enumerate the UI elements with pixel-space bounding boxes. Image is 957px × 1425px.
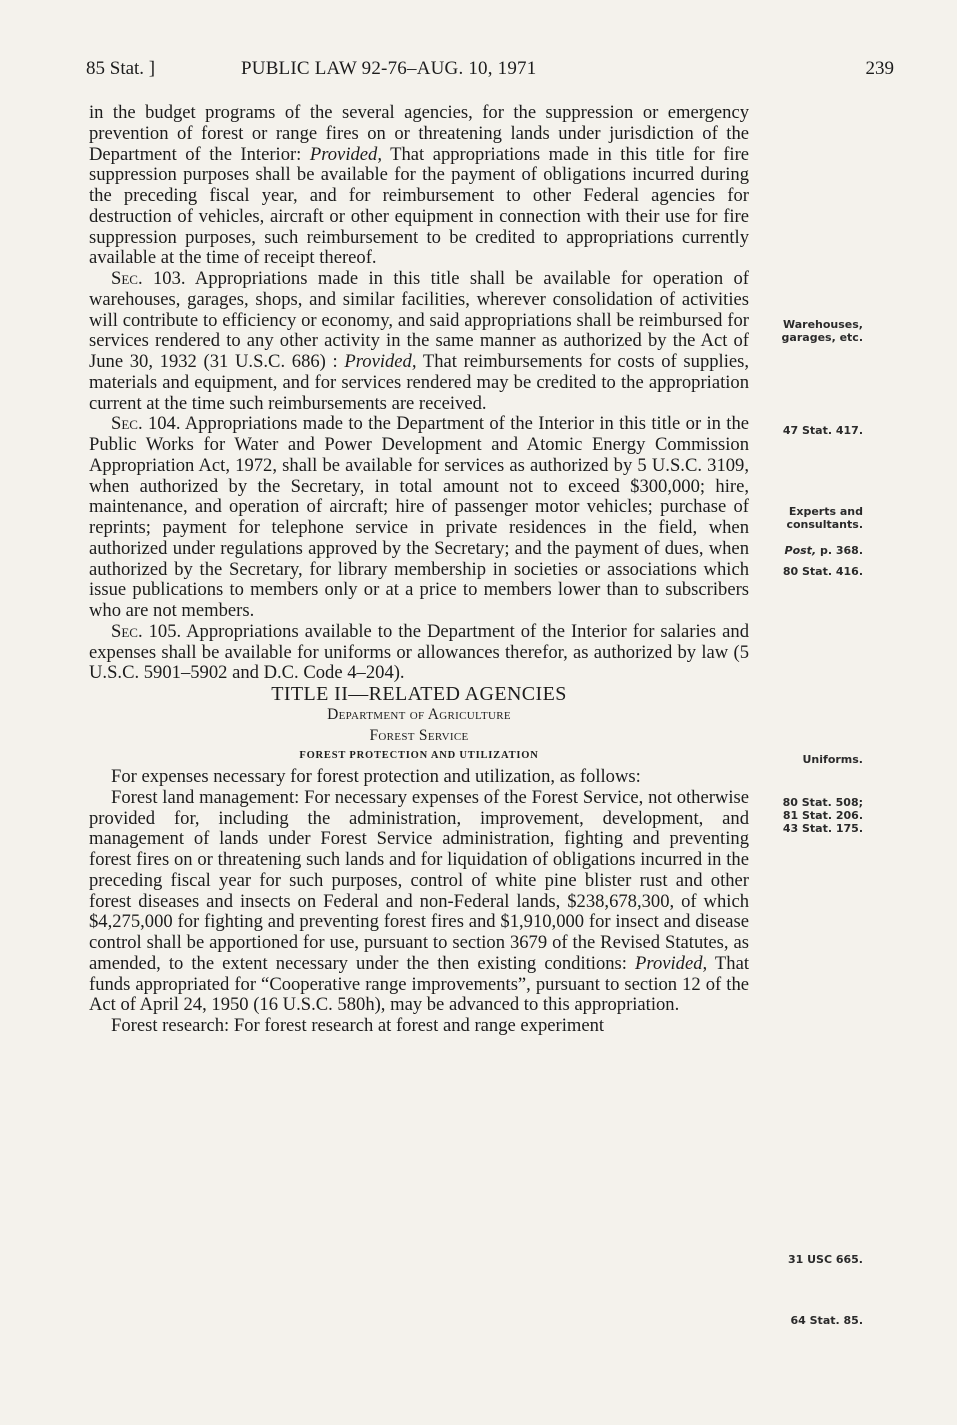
running-header — [86, 58, 894, 84]
note-warehouses-line1: Warehouses, — [782, 318, 863, 331]
sec-104-label: Sec. 104. — [111, 413, 181, 435]
note-experts-line1: Experts and — [788, 505, 863, 518]
note-post-page: p. 368. — [819, 544, 863, 557]
header-title: PUBLIC LAW 92-76–AUG. 10, 1971 — [241, 58, 537, 79]
note-stat-refs — [783, 796, 863, 835]
sec-103-provided: Provided, — [344, 351, 417, 372]
main-text — [89, 103, 749, 1037]
department-heading: Department of Agriculture — [327, 705, 511, 723]
p1-provided: Provided, — [309, 143, 382, 165]
note-post-368 — [785, 544, 863, 557]
note-43-stat-175: 43 Stat. 175. — [782, 822, 863, 835]
section-105 — [89, 622, 749, 684]
flm-provided: Provided, — [635, 952, 708, 974]
flm-text-b: That funds appropriated for “Cooperative range improvements”, pursuant to section 12 of the Act of April 24, 1950 (16 U.S.C. 580h), may be advanced to this appropriation. — [89, 952, 749, 1016]
paragraph-continued — [89, 103, 749, 269]
forest-research: Forest research: For forest research at forest and range experiment — [111, 1015, 605, 1036]
p1-rest: That appropriations made in this title for fire suppression purposes shall be available for the payment of obligations incurred during the preceding fiscal year, and for reimbursement to other Federal agencies for destruction of vehicles, aircraft or other equipment in connection with their use for fire suppression purposes, such reimbursement to be credited to appropriations currently available at the time of receipt thereof. — [89, 143, 750, 269]
expenses-intro: For expenses necessary for forest protection and utilization, as follows: — [111, 766, 641, 787]
note-80-stat-416: 80 Stat. 416. — [782, 565, 863, 578]
header-stat-ref: 85 Stat. ] — [86, 58, 156, 79]
sec-104-text: Appropriations made to the Department of the Interior in this title or in the Public Works for Water and Power Development and Atomic Energy Commission Appropriation Act, 1972, shall be available for services as authorized by 5 U.S.C. 3109, when authorized by the Secretary, in total amount not to exceed $300,000; hire, maintenance, and operation of aircraft; hire of passenger motor vehicles; purchase of reprints; payment for telephone service in private residences in the field, when authorized under regulations approved by the Secretary; and the payment of dues, when authorized by the Secretary, for library membership in societies or associations which issue publications to members only or at a price to members lower than to subscribers who are not members. — [89, 413, 750, 621]
sec-105-label: Sec. 105. — [111, 620, 182, 642]
note-31-usc-665: 31 USC 665. — [787, 1253, 863, 1266]
title-ii-heading: TITLE II—RELATED AGENCIES — [271, 683, 567, 705]
note-warehouses-line2: garages, etc. — [781, 331, 863, 344]
flm-text-a: Forest land management: For necessary expenses of the Forest Service, not otherwise provided for, including the administration, improvement, development, and management of lands under Forest Service administration, fighting and preventing forest fires on or threatening such lands and for liquidation of obligations incurred in the preceding fiscal year for such purposes, control of white pine blister rust and other forest diseases and insects on Federal and non-Federal lands, $238,678,300, of which $4,275,000 for fighting and preventing forest fires and $1,910,000 for insect and disease control shall be apportioned for use, pursuant to section 3679 of the Revised Statutes, as amended, to the extent necessary under the then existing conditions: — [89, 786, 749, 974]
forest-land-management — [89, 788, 749, 1016]
p1-text: in the budget programs of the several agencies, for the suppression or emergency prevention of forest or range fires on or threatening lands under jurisdiction of the Department of the Interior: — [89, 102, 749, 165]
note-64-stat-85: 64 Stat. 85. — [790, 1314, 863, 1327]
forest-service-heading: Forest Service — [369, 726, 469, 744]
section-103 — [89, 269, 749, 414]
sec-103-text-a: Appropriations made in this title shall be available for operation of warehouses, garages, shops, and similar facilities, wherever consolidation of activities will contribute to efficiency or economy, and said appropriations shall be reimbursed for services rendered to any other activity in the same manner as authorized by the Act of June 30, 1932 (31 U.S.C. 686) : — [89, 268, 749, 372]
section-104 — [89, 414, 749, 622]
note-experts-line2: consultants. — [786, 518, 863, 531]
note-warehouses — [782, 318, 863, 344]
forest-protection-heading: FOREST PROTECTION AND UTILIZATION — [299, 750, 539, 762]
page-number: 239 — [865, 58, 894, 79]
sec-105-text: Appropriations available to the Department of the Interior for salaries and expenses shall be available for uniforms or allowances therefor, as authorized by law (5 U.S.C. 5901–5902 and D.C. Code 4–204). — [89, 620, 749, 684]
note-80-stat-508: 80 Stat. 508; — [782, 796, 863, 809]
note-47-stat-417: 47 Stat. 417. — [782, 424, 863, 437]
sec-103-text-b: That reimbursements for costs of supplies, materials and equipment, and for services rendered may be credited to the appropriation current at the time such reimbursements are received. — [89, 351, 750, 414]
note-uniforms: Uniforms. — [802, 753, 863, 766]
note-post-italic: Post, — [784, 544, 817, 557]
sec-103-label: Sec. 103. — [111, 268, 186, 289]
note-experts — [786, 505, 863, 531]
note-81-stat-206: 81 Stat. 206. — [782, 809, 863, 822]
